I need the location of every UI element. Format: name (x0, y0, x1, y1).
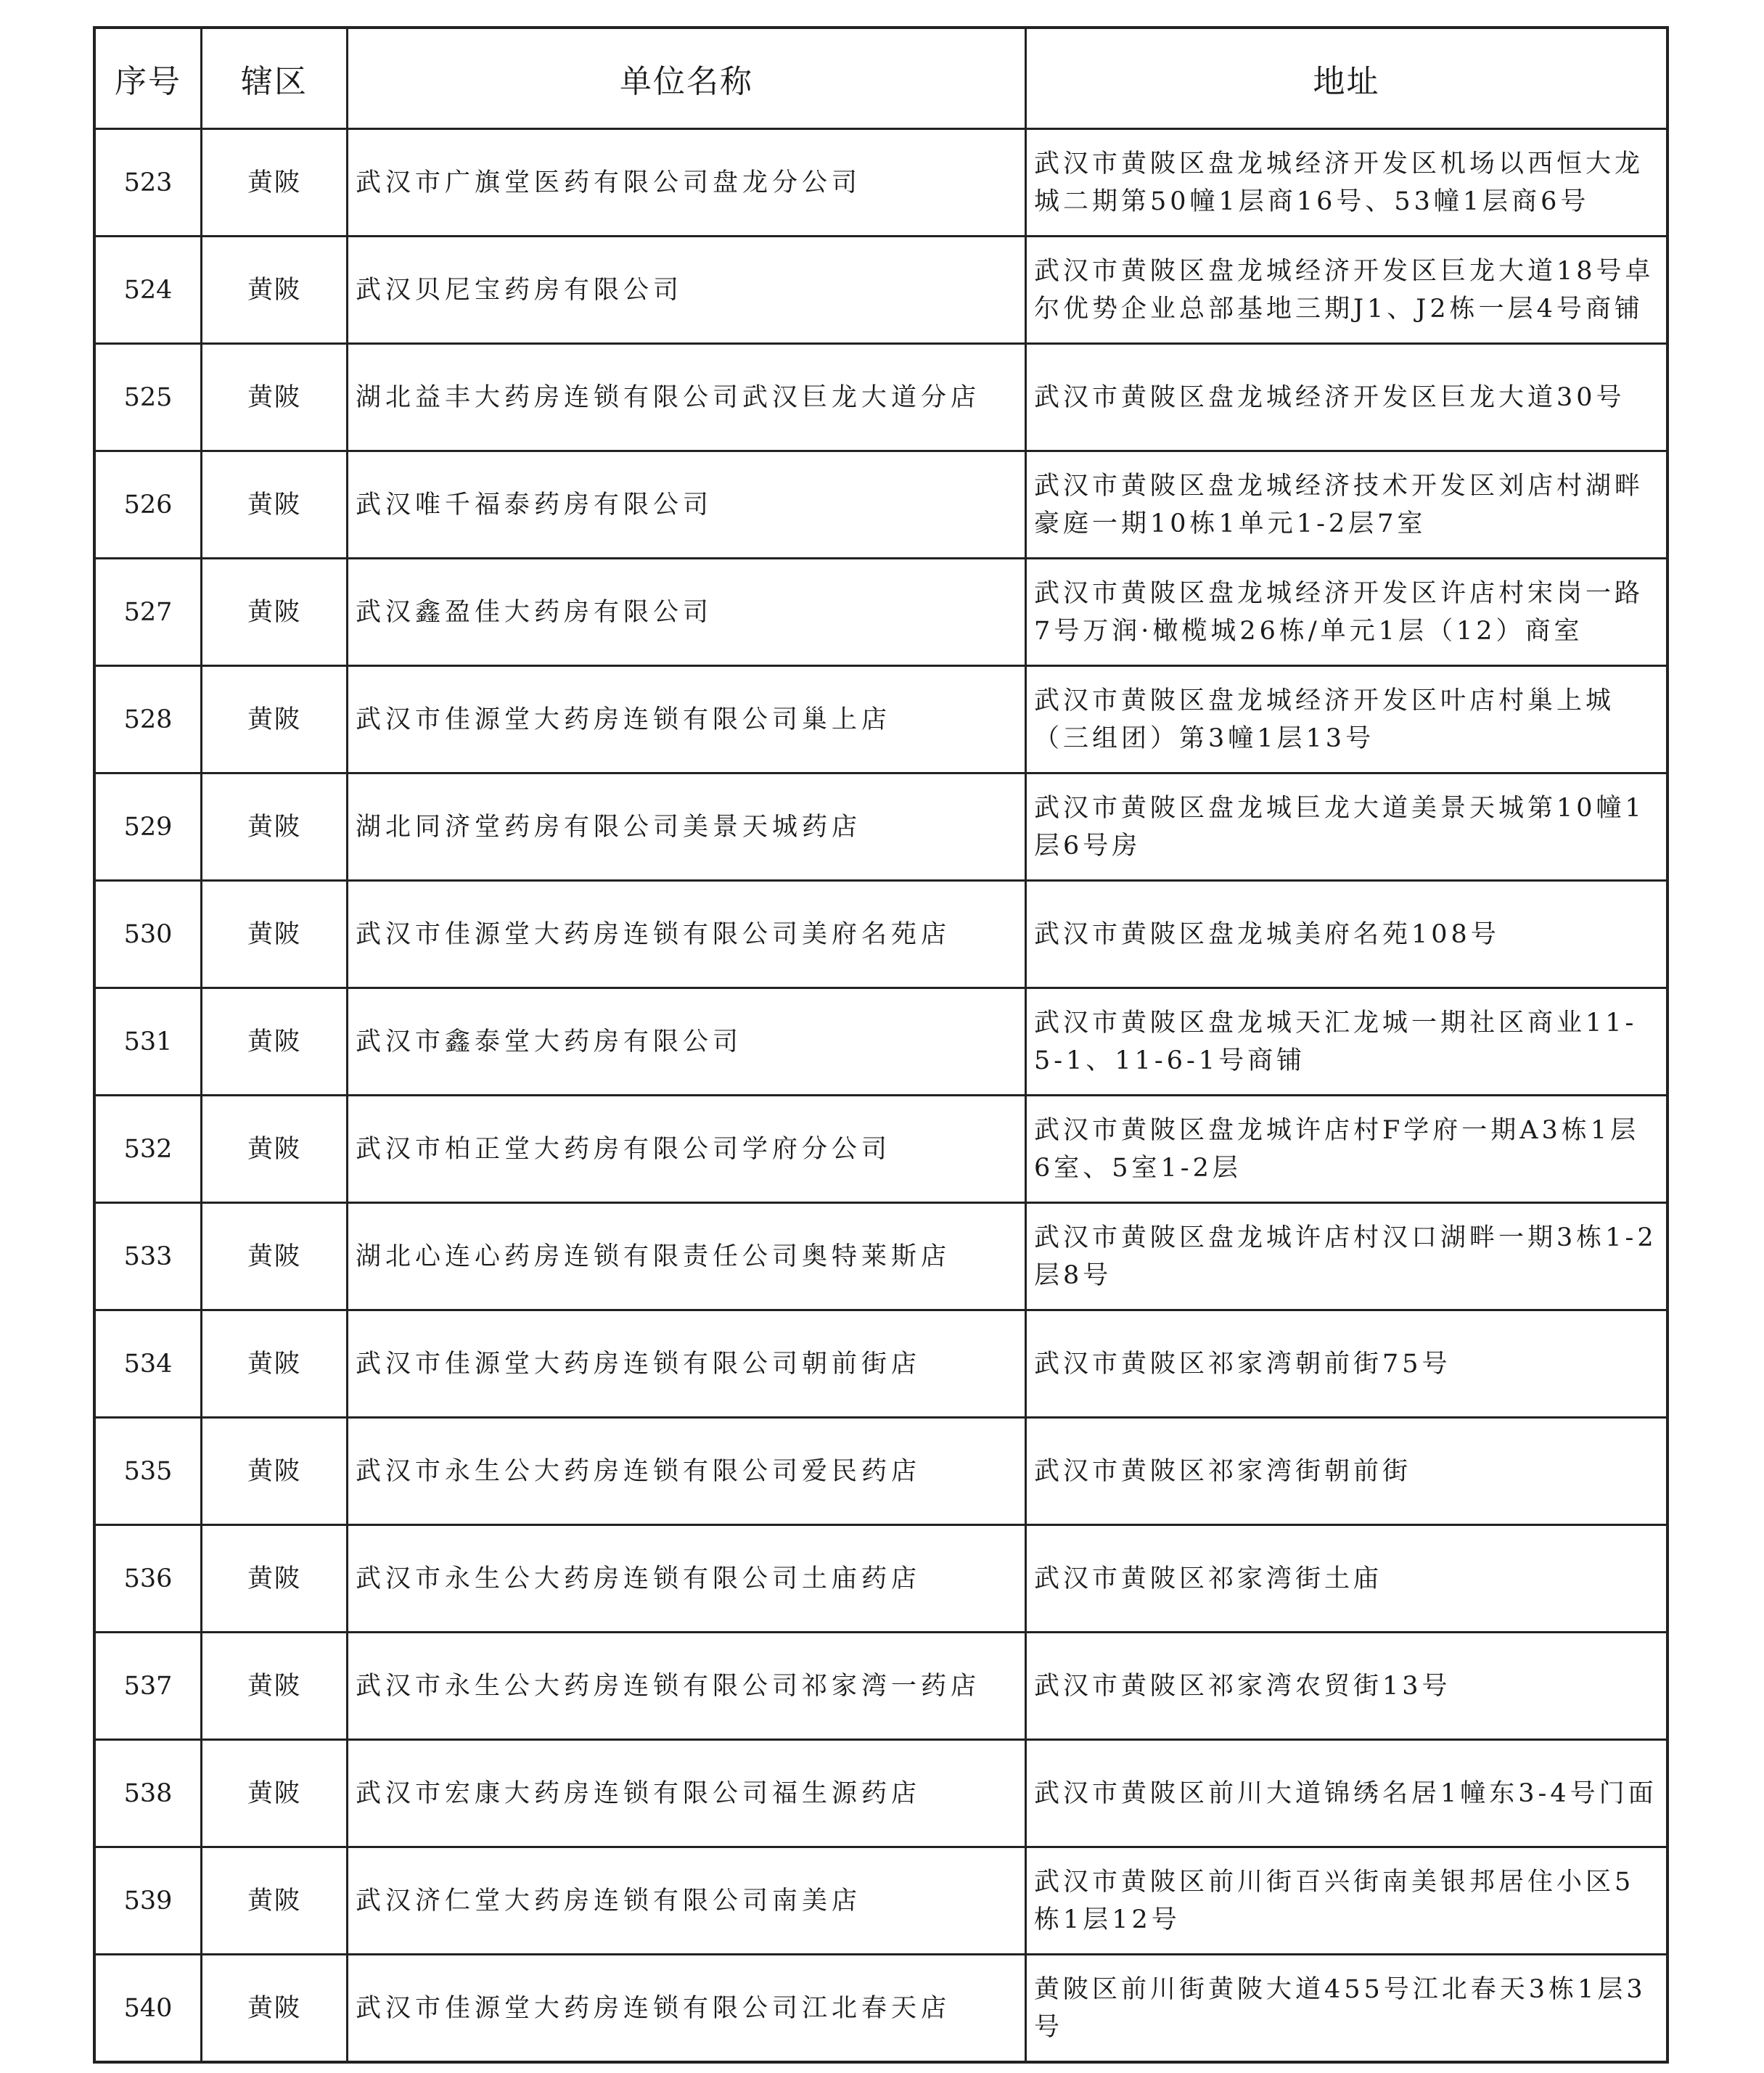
cell-no: 531 (94, 988, 202, 1096)
cell-address: 武汉市黄陂区盘龙城巨龙大道美景天城第10幢1层6号房 (1026, 773, 1668, 881)
cell-no: 530 (94, 881, 202, 988)
table-row (94, 1310, 1667, 1418)
cell-address: 武汉市黄陂区盘龙城经济开发区许店村宋岗一路7号万润·橄榄城26栋/单元1层（12）商室 (1026, 559, 1668, 666)
cell-no: 539 (94, 1847, 202, 1955)
cell-name: 武汉市永生公大药房连锁有限公司土庙药店 (348, 1525, 1026, 1633)
cell-address: 武汉市黄陂区前川街百兴街南美银邦居住小区5栋1层12号 (1026, 1847, 1668, 1955)
cell-district: 黄陂 (202, 773, 348, 881)
table-row (94, 988, 1667, 1096)
cell-address: 武汉市黄陂区祁家湾农贸街13号 (1026, 1633, 1668, 1740)
table-header-row (94, 28, 1667, 129)
cell-no: 527 (94, 559, 202, 666)
cell-district: 黄陂 (202, 129, 348, 237)
cell-no: 525 (94, 344, 202, 451)
cell-district: 黄陂 (202, 1525, 348, 1633)
table-row (94, 237, 1667, 344)
pharmacy-table (93, 26, 1669, 2064)
table-row (94, 881, 1667, 988)
cell-address: 武汉市黄陂区盘龙城许店村F学府一期A3栋1层6室、5室1-2层 (1026, 1096, 1668, 1203)
cell-district: 黄陂 (202, 666, 348, 773)
cell-district: 黄陂 (202, 451, 348, 559)
cell-name: 武汉市佳源堂大药房连锁有限公司江北春天店 (348, 1955, 1026, 2063)
table-row (94, 451, 1667, 559)
cell-address: 武汉市黄陂区盘龙城经济开发区叶店村巢上城（三组团）第3幢1层13号 (1026, 666, 1668, 773)
cell-name: 武汉市佳源堂大药房连锁有限公司巢上店 (348, 666, 1026, 773)
cell-address: 武汉市黄陂区前川大道锦绣名居1幢东3-4号门面 (1026, 1740, 1668, 1847)
cell-address: 武汉市黄陂区祁家湾街朝前街 (1026, 1418, 1668, 1525)
cell-name: 湖北同济堂药房有限公司美景天城药店 (348, 773, 1026, 881)
cell-no: 526 (94, 451, 202, 559)
cell-address: 武汉市黄陂区盘龙城许店村汉口湖畔一期3栋1-2层8号 (1026, 1203, 1668, 1310)
table-row (94, 1418, 1667, 1525)
cell-name: 武汉济仁堂大药房连锁有限公司南美店 (348, 1847, 1026, 1955)
table-row (94, 559, 1667, 666)
cell-district: 黄陂 (202, 1418, 348, 1525)
cell-name: 武汉鑫盈佳大药房有限公司 (348, 559, 1026, 666)
header-name: 单位名称 (348, 28, 1026, 129)
cell-no: 534 (94, 1310, 202, 1418)
cell-name: 武汉市佳源堂大药房连锁有限公司朝前街店 (348, 1310, 1026, 1418)
cell-address: 武汉市黄陂区盘龙城天汇龙城一期社区商业11-5-1、11-6-1号商铺 (1026, 988, 1668, 1096)
cell-district: 黄陂 (202, 1096, 348, 1203)
cell-name: 武汉贝尼宝药房有限公司 (348, 237, 1026, 344)
cell-name: 武汉唯千福泰药房有限公司 (348, 451, 1026, 559)
cell-district: 黄陂 (202, 1310, 348, 1418)
cell-name: 武汉市柏正堂大药房有限公司学府分公司 (348, 1096, 1026, 1203)
table-row (94, 344, 1667, 451)
table-row (94, 1525, 1667, 1633)
cell-name: 湖北心连心药房连锁有限责任公司奥特莱斯店 (348, 1203, 1026, 1310)
table-row (94, 1740, 1667, 1847)
cell-district: 黄陂 (202, 1847, 348, 1955)
cell-district: 黄陂 (202, 988, 348, 1096)
cell-district: 黄陂 (202, 881, 348, 988)
cell-name: 武汉市永生公大药房连锁有限公司祁家湾一药店 (348, 1633, 1026, 1740)
header-district: 辖区 (202, 28, 348, 129)
cell-name: 武汉市鑫泰堂大药房有限公司 (348, 988, 1026, 1096)
cell-district: 黄陂 (202, 1740, 348, 1847)
cell-no: 524 (94, 237, 202, 344)
table-row (94, 1955, 1667, 2063)
cell-district: 黄陂 (202, 237, 348, 344)
cell-address: 黄陂区前川街黄陂大道455号江北春天3栋1层3号 (1026, 1955, 1668, 2063)
cell-district: 黄陂 (202, 344, 348, 451)
cell-no: 528 (94, 666, 202, 773)
cell-no: 536 (94, 1525, 202, 1633)
cell-district: 黄陂 (202, 1955, 348, 2063)
cell-district: 黄陂 (202, 559, 348, 666)
pharmacy-list-sheet (93, 26, 1669, 2051)
table-row (94, 129, 1667, 237)
cell-name: 武汉市广旗堂医药有限公司盘龙分公司 (348, 129, 1026, 237)
cell-no: 537 (94, 1633, 202, 1740)
table-row (94, 1633, 1667, 1740)
cell-address: 武汉市黄陂区祁家湾朝前街75号 (1026, 1310, 1668, 1418)
cell-no: 523 (94, 129, 202, 237)
cell-address: 武汉市黄陂区盘龙城美府名苑108号 (1026, 881, 1668, 988)
cell-no: 532 (94, 1096, 202, 1203)
table-row (94, 1847, 1667, 1955)
table-row (94, 1203, 1667, 1310)
cell-name: 湖北益丰大药房连锁有限公司武汉巨龙大道分店 (348, 344, 1026, 451)
cell-district: 黄陂 (202, 1203, 348, 1310)
cell-address: 武汉市黄陂区盘龙城经济开发区巨龙大道30号 (1026, 344, 1668, 451)
cell-district: 黄陂 (202, 1633, 348, 1740)
cell-address: 武汉市黄陂区祁家湾街土庙 (1026, 1525, 1668, 1633)
cell-name: 武汉市宏康大药房连锁有限公司福生源药店 (348, 1740, 1026, 1847)
cell-address: 武汉市黄陂区盘龙城经济开发区巨龙大道18号卓尔优势企业总部基地三期J1、J2栋一层4号商铺 (1026, 237, 1668, 344)
cell-no: 533 (94, 1203, 202, 1310)
table-row (94, 666, 1667, 773)
header-address: 地址 (1026, 28, 1668, 129)
cell-no: 538 (94, 1740, 202, 1847)
cell-no: 529 (94, 773, 202, 881)
header-no: 序号 (94, 28, 202, 129)
cell-name: 武汉市佳源堂大药房连锁有限公司美府名苑店 (348, 881, 1026, 988)
cell-address: 武汉市黄陂区盘龙城经济技术开发区刘店村湖畔豪庭一期10栋1单元1-2层7室 (1026, 451, 1668, 559)
cell-no: 540 (94, 1955, 202, 2063)
cell-address: 武汉市黄陂区盘龙城经济开发区机场以西恒大龙城二期第50幢1层商16号、53幢1层商6号 (1026, 129, 1668, 237)
cell-name: 武汉市永生公大药房连锁有限公司爱民药店 (348, 1418, 1026, 1525)
table-row (94, 773, 1667, 881)
table-row (94, 1096, 1667, 1203)
cell-no: 535 (94, 1418, 202, 1525)
